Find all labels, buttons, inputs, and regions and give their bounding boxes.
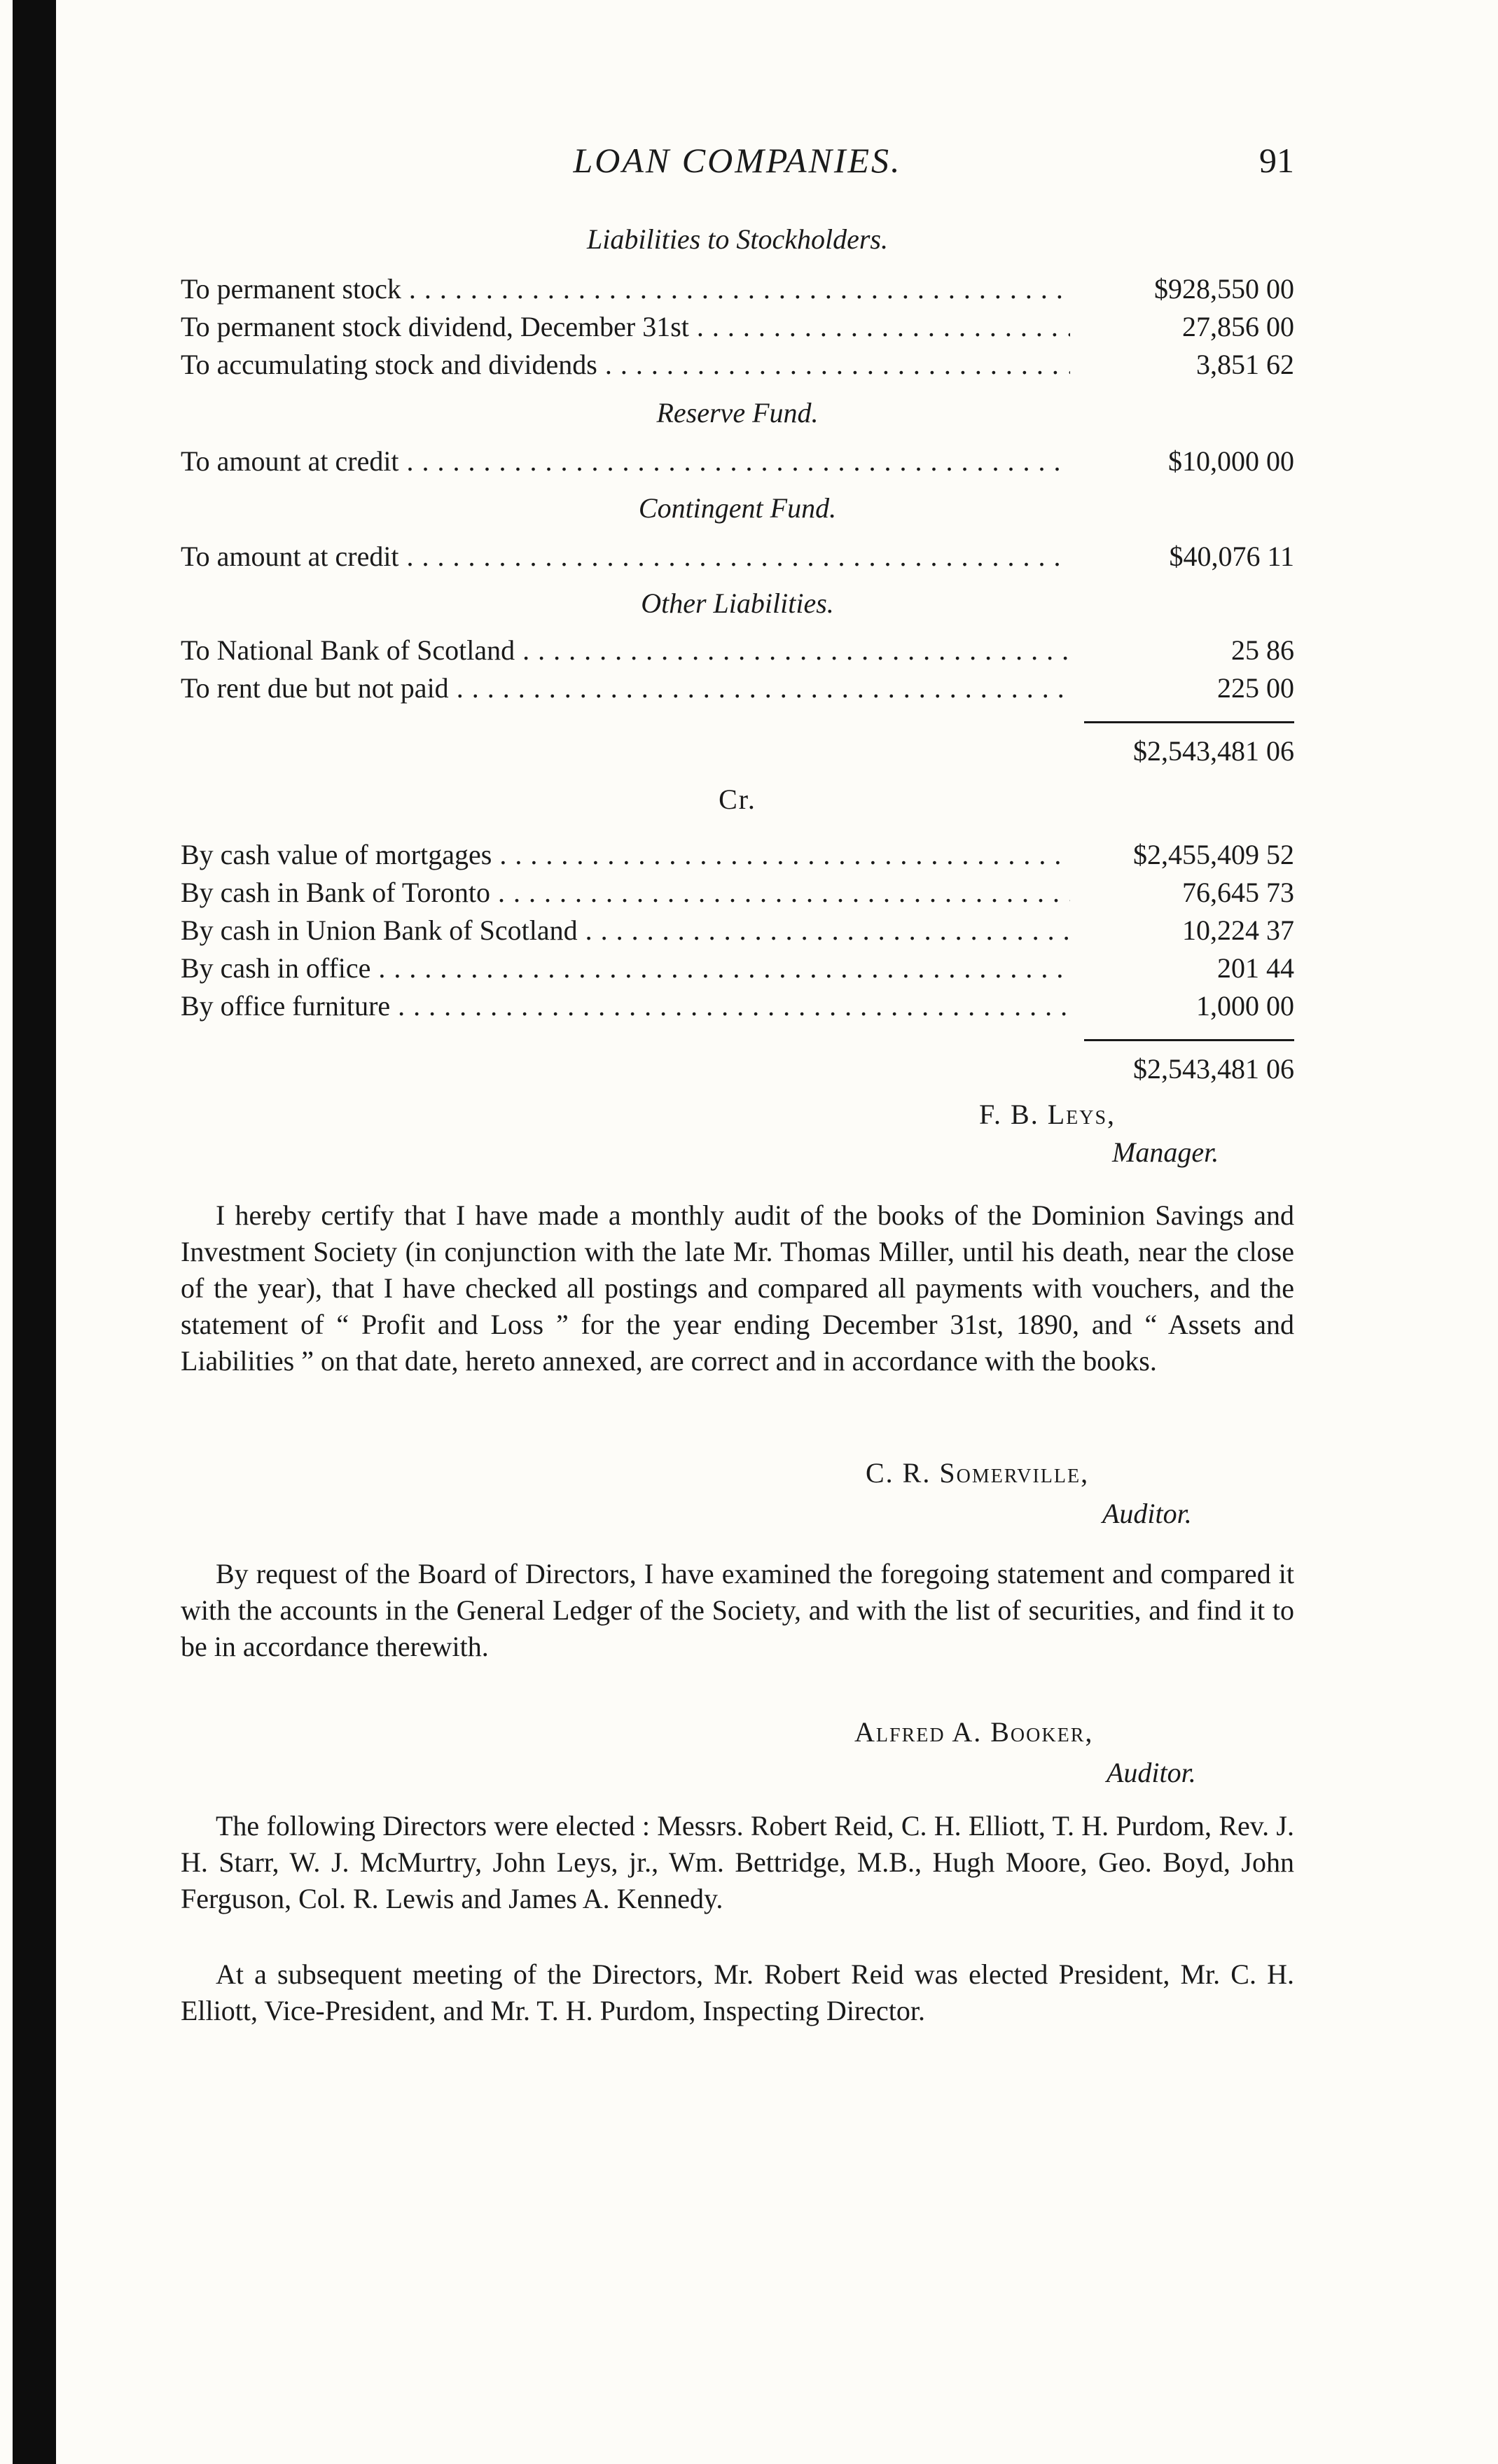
page-title: LOAN COMPANIES. bbox=[573, 141, 902, 180]
auditor-name-2: Alfred A. Booker, bbox=[854, 1716, 1094, 1748]
ledger-amount: 25 86 bbox=[1084, 633, 1294, 668]
auditor-signature-2 bbox=[854, 1715, 1093, 1748]
manager-role: Manager. bbox=[1112, 1136, 1219, 1168]
ledger-label: To rent due but not paid . . . bbox=[181, 671, 1070, 706]
liabilities-heading: Liabilities to Stockholders. bbox=[587, 223, 888, 255]
ledger-label: By cash in office . . . bbox=[181, 951, 1070, 986]
ledger-label: To permanent stock . . . bbox=[181, 272, 1070, 307]
ledger-amount: 1,000 00 bbox=[1084, 989, 1294, 1024]
ledger-amount: 201 44 bbox=[1084, 951, 1294, 986]
ledger-row bbox=[181, 539, 1294, 574]
running-head bbox=[181, 140, 1294, 189]
manager-name: F. B. Leys, bbox=[979, 1099, 1116, 1130]
directors-subsequent-paragraph: At a subsequent meeting of the Directors, Mr. Robert Reid was elected President, Mr. C. H. Elliott, Vice-President, and Mr. T. H. Purdom, Inspecting Director. bbox=[181, 1958, 1294, 2026]
ledger-label: To accumulating stock and dividends . . . bbox=[181, 347, 1070, 382]
ledger-amount: 225 00 bbox=[1084, 671, 1294, 706]
page-number: 91 bbox=[1259, 141, 1294, 180]
manager-signature bbox=[979, 1098, 1116, 1131]
reserve-fund-heading: Reserve Fund. bbox=[656, 397, 819, 429]
ledger-row bbox=[181, 837, 1294, 872]
ledger-row bbox=[181, 913, 1294, 948]
ledger-row bbox=[181, 951, 1294, 986]
auditor-signature-1 bbox=[866, 1456, 1089, 1489]
other-liabilities-heading: Other Liabilities. bbox=[641, 587, 834, 619]
liabilities-total: $2,543,481 06 bbox=[1084, 734, 1294, 769]
ledger-amount: 76,645 73 bbox=[1084, 875, 1294, 910]
ledger-label: By office furniture . . . bbox=[181, 989, 1070, 1024]
total-rule bbox=[1084, 1039, 1294, 1041]
credit-heading: Cr. bbox=[719, 784, 756, 815]
ledger-label: To amount at credit . . . bbox=[181, 539, 1070, 574]
auditor-role-1: Auditor. bbox=[1102, 1498, 1192, 1529]
total-rule bbox=[1084, 721, 1294, 723]
directors-election-paragraph: The following Directors were elected : Messrs. Robert Reid, C. H. Elliott, T. H. Purdom, Rev. J. H. Starr, W. J. McMurtry, John Leys, jr., Wm. Bettridge, M.B., Hugh Moore, Geo. Boyd, John Ferguson, Col. R. Lewis and James A. Kennedy. bbox=[181, 1810, 1294, 1914]
ledger-amount: 3,851 62 bbox=[1084, 347, 1294, 382]
total-row bbox=[181, 734, 1294, 769]
book-spine-shadow bbox=[13, 0, 56, 2464]
total-row bbox=[181, 1052, 1294, 1087]
ledger-label: To National Bank of Scotland . . . bbox=[181, 633, 1070, 668]
ledger-row bbox=[181, 989, 1294, 1024]
credit-total: $2,543,481 06 bbox=[1084, 1052, 1294, 1087]
board-examination-paragraph: By request of the Board of Directors, I have examined the foregoing statement and compared it with the accounts in the General Ledger of the Society, and with the list of securities, and find it to be in accordance therewith. bbox=[181, 1558, 1294, 1662]
ledger-row bbox=[181, 875, 1294, 910]
ledger-label: By cash in Bank of Toronto . . . bbox=[181, 875, 1070, 910]
ledger-amount: 10,224 37 bbox=[1084, 913, 1294, 948]
ledger-label: To amount at credit . . . bbox=[181, 444, 1070, 479]
ledger-amount: 27,856 00 bbox=[1084, 309, 1294, 344]
ledger-label: To permanent stock dividend, December 31st . . . bbox=[181, 309, 1070, 344]
auditor-name-1: C. R. Somerville, bbox=[866, 1457, 1090, 1489]
ledger-amount: $928,550 00 bbox=[1084, 272, 1294, 307]
ledger-label: By cash in Union Bank of Scotland . . . bbox=[181, 913, 1070, 948]
auditor-role-2: Auditor. bbox=[1107, 1757, 1196, 1788]
ledger-row bbox=[181, 671, 1294, 706]
ledger-amount: $40,076 11 bbox=[1084, 539, 1294, 574]
certification-paragraph: I hereby certify that I have made a monthly audit of the books of the Dominion Savings and Investment Society (in conjunction with the late Mr. Thomas Miller, until his death, near the close of the year), that I have checked all postings and compared all payments with vouchers, and the statement of “ Profit and Loss ” for the year ending December 31st, 1890, and “ Assets and Liabilities ” on that date, hereto annexed, are correct and in accordance with the books. bbox=[181, 1199, 1294, 1377]
ledger-row bbox=[181, 309, 1294, 344]
ledger-row bbox=[181, 272, 1294, 307]
ledger-row bbox=[181, 633, 1294, 668]
ledger-amount: $2,455,409 52 bbox=[1084, 837, 1294, 872]
ledger-amount: $10,000 00 bbox=[1084, 444, 1294, 479]
ledger-row bbox=[181, 347, 1294, 382]
contingent-fund-heading: Contingent Fund. bbox=[638, 492, 837, 524]
ledger-label: By cash value of mortgages . . . bbox=[181, 837, 1070, 872]
ledger-row bbox=[181, 444, 1294, 479]
